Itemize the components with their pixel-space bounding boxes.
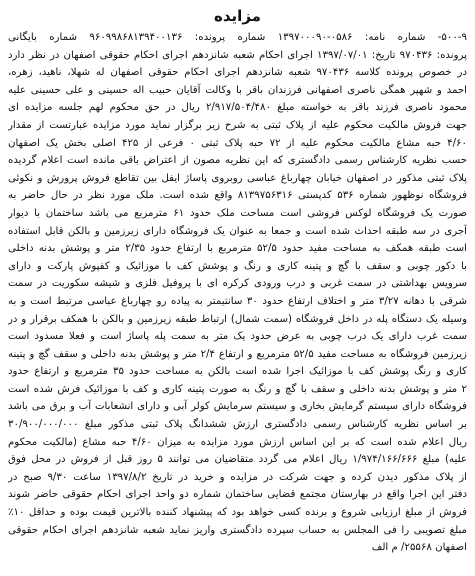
- notice-line: جهت فروش مالکیت محکوم علیه از پلاک ثبتی به شرح زیر برگزار نماید مورد مزایده عبارتست از مقدار: [8, 119, 467, 131]
- notice-line: با دکور چوبی و سقف با گچ و پتینه کاری و رنگ و پوشش کف با موزائیک و کفپوش پارکت و دارای: [8, 260, 467, 272]
- notice-line: پلاک ثبتی مذکور در اصفهان خیابان چهارباغ عباسی روبروی پاساژ ایفل بین تقاطع فروش پرورش و نکوئی: [8, 172, 467, 184]
- notice-line: شرقی با دهانه ۳/۲۷ متر و اختلاف ارتفاع حدود ۳۰ سانتیمتر به پیاده رو چهارباغ عباسی مرتبط است و به: [8, 295, 467, 307]
- notice-line: وسیله یک دستگاه پله در داخل فروشگاه (سمت شمال) ارتباط طبقه زیرزمین و بالکن با همکف برقرار و در: [8, 313, 467, 325]
- notice-line: ریال اعلام شده است که بر این اساس ارزش مورد مزایده به میزان ۴/۶۰ حبه مشاع (مالکیت محکوم: [8, 436, 467, 448]
- notice-line: سرویس بهداشتی در سمت غربی و درب ورودی کرکره ای با پروفیل فلزی و شیشه سکوریت در سمت: [8, 278, 467, 290]
- notice-line: فروشگاه دارای سیستم گرمایش بخاری و سیستم سرمایش کولر آبی و دارای انشعابات آب و برق می باشد: [8, 401, 467, 413]
- notice-line: در خصوص پرونده کلاسه ۹۷۰۴۳۶ شعبه شانزدهم اجرای احکام حقوقی اصفهان له شهلا، ناهید، زهره،: [8, 67, 467, 79]
- notice-line: علیه) مبلغ ۱/۹۷۴/۱۶۶/۶۶۶ ریال اعلام می گردد متقاضیان می توانند ۵ روز قبل از فروش در محل فوق: [8, 454, 467, 466]
- notice-line: است طبقه همکف به مساحت مفید حدود ۵۲/۵ مترمربع با ارتفاع حدود ۲/۳۵ متر و پوشش بدنه داخلی: [8, 243, 467, 255]
- notice-line: ۲ متر و پوشش بدنه داخلی و سقف با گچ و رنگ به صورت پتینه کاری و کف با موزائیک فرش شده است: [8, 383, 467, 395]
- notice-line: سمت غرب دارای یک درب چوبی به عرض حدود یک متر به سمت پله پاساژ است و فعلا مسدود است: [8, 331, 467, 343]
- notice-line: ۵۰۰-۹- شماره نامه: ۰۵۸۶-۱۳۹۷۰۰۰۹۰ شماره پرونده: ۹۶۰۹۹۸۶۸۱۳۹۴۰۰۱۳۶ شماره بایگانی: [8, 32, 467, 43]
- notice-line: پرونده: ۹۷۰۴۳۶ تاریخ: ۱۳۹۷/۰۷/۰۱ اجرای احکام شعبه شانزدهم اجرای احکام حقوقی اصفهان در نظر دارد: [8, 49, 467, 61]
- notice-line: محمود ناصری فرزند باقر به خواسته مبلغ ۲/۹۱۷/۵۰۴/۴۸۰ ریال در حق محکوم لهم جلسه مزایده ای: [8, 102, 467, 114]
- notice-line: آجری در سه طبقه احداث شده است و جمعا به عنوان یک فروشگاه دارای زیرزمین و بالکن قابل استفاده: [8, 225, 467, 237]
- notice-line: از پلاک مذکور دیدن کرده و جهت شرکت در مزایده و خرید در تاریخ ۱۳۹۷/۸/۲ ساعت ۹/۳۰ صبح در: [8, 471, 467, 483]
- notice-title: مزایده: [214, 7, 261, 25]
- notice-body: [8, 29, 467, 570]
- notice-line: ۴/۶۰ حبه مشاع مالکیت محکوم علیه از ۷۲ حبه پلاک ثبتی ۰ فرعی از ۴۲۵ اصلی بخش یک اصفهان: [8, 137, 467, 149]
- notice-line: احمد و شهپر همگی ناصری اصفهانی فرزندان باقر با وکالت آقایان حبیب اله حسینی و علی حسینی علیه: [8, 84, 467, 96]
- notice-line: بر اساس نظریه کارشناس رسمی دادگستری ارزش ششدانگ پلاک ثبتی مذکور مبلغ ۳۰/۹۰۰/۰۰۰/۰۰۰: [8, 419, 467, 431]
- notice-line: زیرزمین فروشگاه به مساحت مفید ۵۲/۵ مترمربع و ارتفاع ۲/۴ متر و پوشش بدنه داخلی و سقف گچ و پتینه: [8, 348, 467, 360]
- notice-line: حسب نظریه کارشناس رسمی دادگستری که این نظریه مصون از اعتراض باقی مانده است اعلام گردیده: [8, 155, 467, 167]
- notice-line: مبلغ تصویبی را فی المجلس به حساب سپرده دادگستری واریز نماید شعبه شانزدهم اجرای احکام حقوقی: [8, 524, 467, 536]
- notice-line: فروشگاه نوظهور شماره ۵۳۶ کدپستی ۸۱۳۹۷۵۶۳۱۶ واقع شده است. ملک مورد نظر در حال حاضر به: [8, 190, 467, 202]
- notice-line: کاری و رنگ پوشش کف با موزائیک اجرا شده است بالکن به مساحت حدود ۳۵ مترمربع و ارتفاع حدود: [8, 366, 467, 378]
- notice-line: اصفهان ۲۵۵۶۸/ م الف: [371, 542, 467, 554]
- notice-line: فروش از مبلغ ارزیابی شروع و برنده کسی خواهد بود که پیشنهاد کننده بالاترین قیمت بوده و حداقل ۱۰٪: [8, 507, 467, 519]
- notice-line: صورت یک فروشگاه لوکس فروشی است مساحت ملک حدود ۶۱ مترمربع می باشد ساختمان با دیوار: [8, 207, 467, 219]
- notice-line: دفتر این اجرا واقع در بهارستان مجتمع قضایی ساختمان شماره دو واحد اجرای احکام حقوقی حاضر شوند: [8, 489, 467, 501]
